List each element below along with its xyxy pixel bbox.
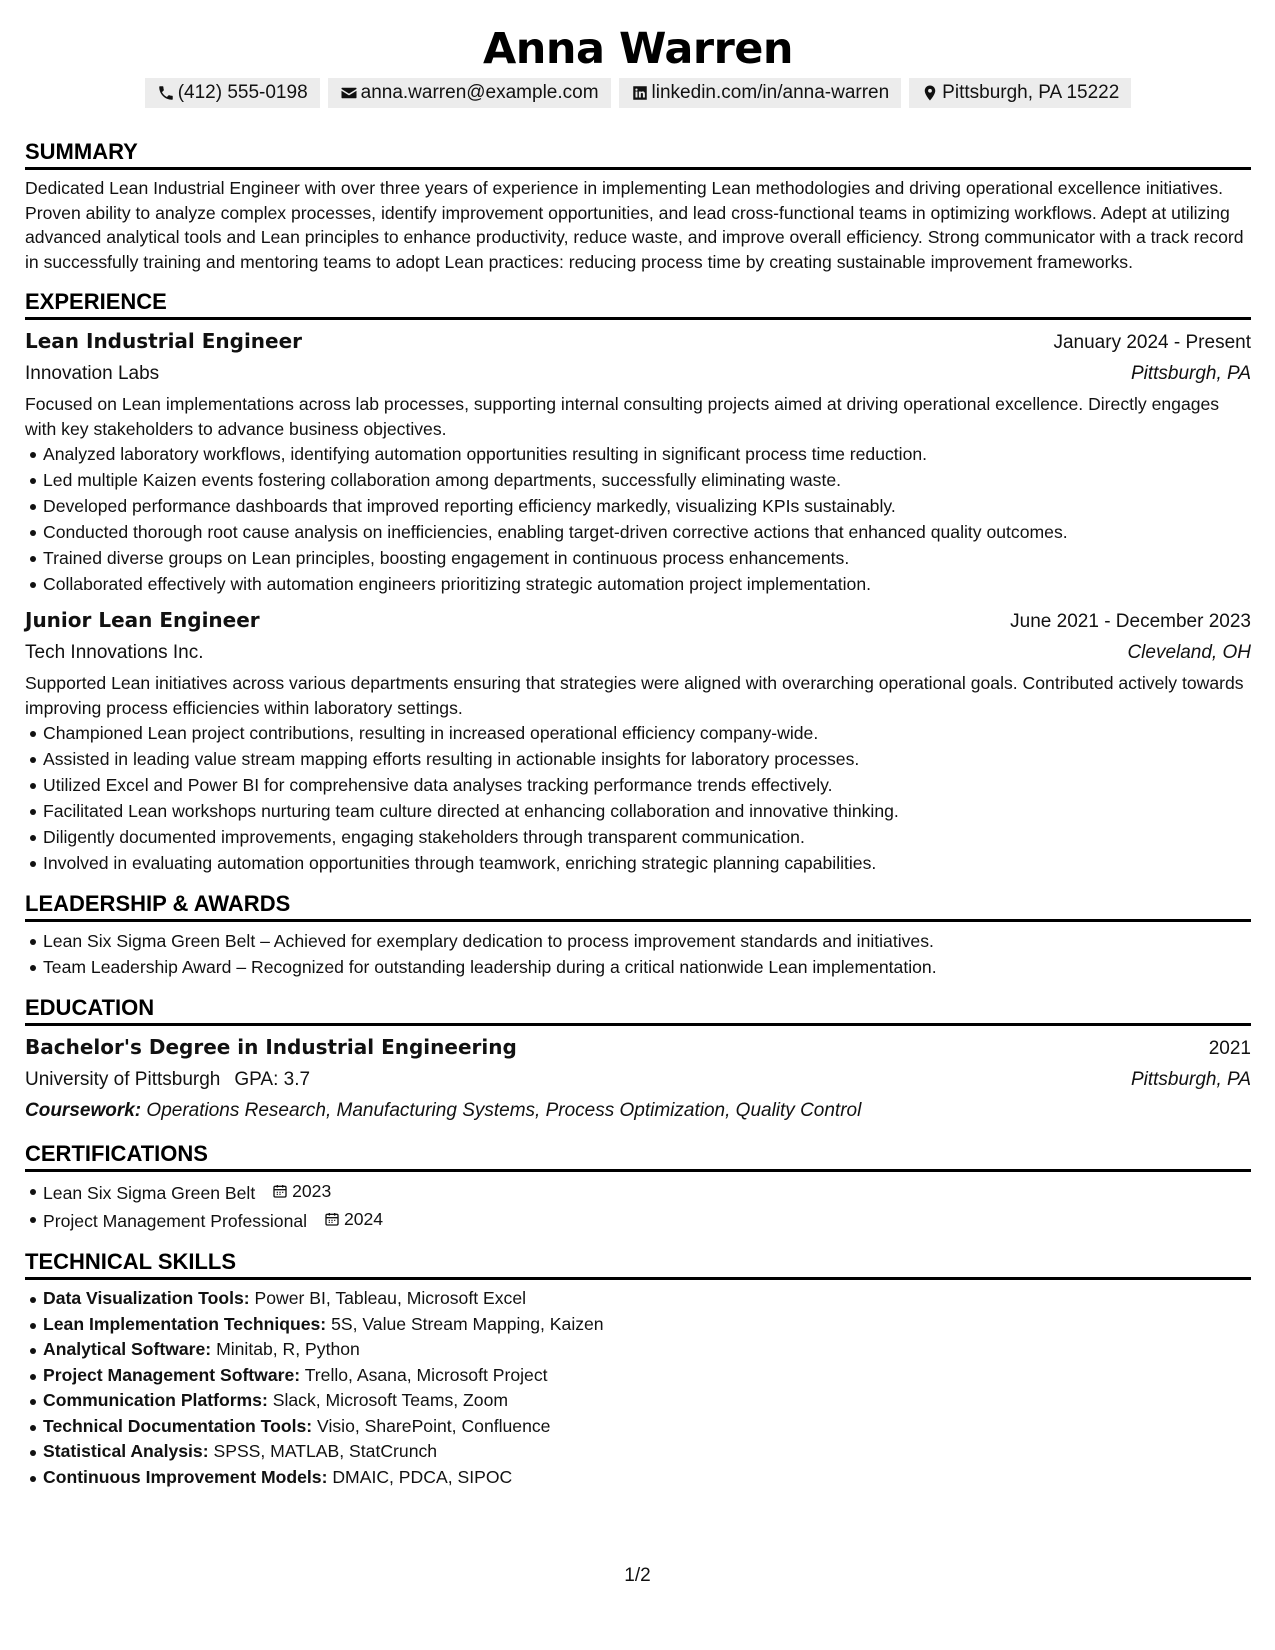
skill-label: Lean Implementation Techniques:: [43, 1313, 327, 1334]
skill-value: 5S, Value Stream Mapping, Kaizen: [331, 1313, 604, 1334]
certifications-heading: CERTIFICATIONS: [25, 1140, 1251, 1172]
coursework-list: Operations Research, Manufacturing Systems, Process Optimization, Quality Control: [146, 1100, 862, 1121]
job-dates: June 2021 - December 2023: [1010, 611, 1251, 632]
list-item: Trained diverse groups on Lean principles, boosting engagement in continuous process enhancements.: [43, 545, 1251, 571]
contact-email[interactable]: [328, 78, 611, 108]
linkedin-icon: [631, 84, 649, 102]
contact-bar: [25, 78, 1251, 108]
skill-label: Technical Documentation Tools:: [43, 1415, 313, 1436]
list-item: Conducted thorough root cause analysis on inefficiencies, enabling target-driven corrective actions that enhanced quality outcomes.: [43, 519, 1251, 545]
calendar-icon: [272, 1183, 288, 1199]
skill-value: Trello, Asana, Microsoft Project: [304, 1364, 548, 1385]
skill-label: Communication Platforms:: [43, 1390, 268, 1410]
certifications-list: [25, 1178, 1251, 1234]
job-location: Cleveland, OH: [1127, 642, 1251, 663]
contact-linkedin[interactable]: [619, 78, 902, 108]
skill-value: Minitab, R, Python: [216, 1339, 360, 1359]
list-item: [43, 1439, 1251, 1465]
summary-heading: SUMMARY: [25, 138, 1251, 170]
job-title: Junior Lean Engineer: [25, 608, 260, 632]
skill-label: Project Management Software:: [43, 1364, 301, 1385]
list-item: Analyzed laboratory workflows, identifying automation opportunities resulting in significant process time reduction.: [43, 441, 1251, 467]
skill-value: DMAIC, PDCA, SIPOC: [332, 1466, 513, 1487]
skill-value: Visio, SharePoint, Confluence: [317, 1415, 551, 1436]
list-item: Developed performance dashboards that improved reporting efficiency markedly, visualizing KPIs sustainably.: [43, 493, 1251, 519]
list-item: Collaborated effectively with automation engineers prioritizing strategic automation project implementation.: [43, 571, 1251, 597]
phone-icon: [157, 84, 175, 102]
job-entry: [25, 326, 1251, 597]
list-item: [43, 1312, 1251, 1338]
list-item: Diligently documented improvements, engaging stakeholders through transparent communication.: [43, 824, 1251, 850]
school-name: University of Pittsburgh: [25, 1069, 221, 1090]
job-title: Lean Industrial Engineer: [25, 329, 303, 353]
certification-year: 2024: [343, 1209, 384, 1229]
calendar-icon: [324, 1211, 340, 1227]
job-bullets: [25, 720, 1251, 876]
skill-value: SPSS, MATLAB, StatCrunch: [213, 1441, 438, 1461]
list-item: Assisted in leading value stream mapping efforts resulting in actionable insights for laboratory processes.: [43, 746, 1251, 772]
degree: Bachelor's Degree in Industrial Engineering: [25, 1035, 517, 1059]
skill-label: Analytical Software:: [43, 1339, 212, 1359]
leadership-heading: LEADERSHIP & AWARDS: [25, 890, 1251, 922]
education-heading: EDUCATION: [25, 994, 1251, 1026]
list-item: [43, 1363, 1251, 1389]
skills-list: [25, 1286, 1251, 1490]
contact-linkedin-text: linkedin.com/in/anna-warren: [651, 82, 890, 103]
list-item: Team Leadership Award – Recognized for outstanding leadership during a critical nationwide Lean implementation.: [43, 954, 1251, 980]
skill-value: Power BI, Tableau, Microsoft Excel: [254, 1288, 527, 1308]
list-item: Facilitated Lean workshops nurturing team culture directed at enhancing collaboration and innovative thinking.: [43, 798, 1251, 824]
job-company: Innovation Labs: [25, 363, 160, 384]
job-summary: Supported Lean initiatives across various departments ensuring that strategies were aligned with overarching operational goals. Contributed actively towards improving process efficiencies within laboratory settings.: [25, 673, 1244, 718]
skill-label: Data Visualization Tools:: [43, 1288, 250, 1308]
contact-phone[interactable]: [145, 78, 320, 108]
leadership-list: [25, 928, 1251, 980]
job-location: Pittsburgh, PA: [1130, 363, 1251, 384]
resume-page: [25, 0, 1251, 1490]
list-item: Led multiple Kaizen events fostering collaboration among departments, successfully eliminating waste.: [43, 467, 1251, 493]
job-entry: [25, 605, 1251, 876]
skill-label: Statistical Analysis:: [43, 1441, 209, 1461]
job-summary: Focused on Lean implementations across lab processes, supporting internal consulting projects aimed at driving operational excellence. Directly engages with key stakeholders to advance business objectives.: [25, 394, 1220, 439]
list-item: Utilized Excel and Power BI for comprehensive data analyses tracking performance trends effectively.: [43, 772, 1251, 798]
envelope-icon: [340, 84, 358, 102]
candidate-name: Anna Warren: [482, 24, 794, 74]
skill-label: Continuous Improvement Models:: [43, 1466, 328, 1487]
page-number: 1/2: [624, 1565, 651, 1586]
skills-heading: TECHNICAL SKILLS: [25, 1248, 1251, 1280]
experience-heading: EXPERIENCE: [25, 288, 1251, 320]
location-pin-icon: [921, 84, 939, 102]
coursework: [25, 1095, 1251, 1126]
contact-location: [909, 78, 1131, 108]
education-entry: [25, 1032, 1251, 1126]
school-location: Pittsburgh, PA: [1130, 1069, 1251, 1090]
list-item: Involved in evaluating automation opportunities through teamwork, enriching strategic planning capabilities.: [43, 850, 1251, 876]
certification-name: Lean Six Sigma Green Belt: [43, 1183, 256, 1203]
graduation-year: 2021: [1208, 1038, 1251, 1059]
list-item: [43, 1388, 1251, 1414]
contact-location-text: Pittsburgh, PA 15222: [942, 82, 1120, 103]
list-item: [43, 1286, 1251, 1312]
summary-text: Dedicated Lean Industrial Engineer with over three years of experience in implementing Lean methodologies and driving operational excellence initiatives. Proven ability to analyze complex processes, identify improvement opportunities, and lead cross-functional teams in optimizing workflows. Adept at utilizing advanced analytical tools and Lean principles to enhance productivity, reduce waste, and improve overall efficiency. Strong communicator with a track record in successfully training and mentoring teams to adopt Lean practices: reducing process time by creating sustainable improvement frameworks.: [25, 178, 1244, 272]
coursework-label: Coursework:: [25, 1100, 142, 1121]
list-item: Championed Lean project contributions, resulting in increased operational efficiency company-wide.: [43, 720, 1251, 746]
skill-value: Slack, Microsoft Teams, Zoom: [272, 1390, 509, 1410]
certification-year: 2023: [292, 1181, 332, 1201]
list-item: Lean Six Sigma Green Belt – Achieved for exemplary dedication to process improvement standards and initiatives.: [43, 928, 1251, 954]
list-item: [43, 1414, 1251, 1440]
list-item: [43, 1337, 1251, 1363]
job-dates: January 2024 - Present: [1053, 332, 1251, 353]
job-company: Tech Innovations Inc.: [25, 642, 204, 663]
certification-name: Project Management Professional: [43, 1211, 308, 1231]
list-item: [43, 1465, 1251, 1491]
gpa: GPA: 3.7: [234, 1069, 311, 1090]
list-item: [43, 1206, 1251, 1234]
contact-phone-text: (412) 555-0198: [177, 82, 308, 103]
list-item: [43, 1178, 1251, 1206]
job-bullets: [25, 441, 1251, 597]
contact-email-text: anna.warren@example.com: [360, 82, 599, 103]
